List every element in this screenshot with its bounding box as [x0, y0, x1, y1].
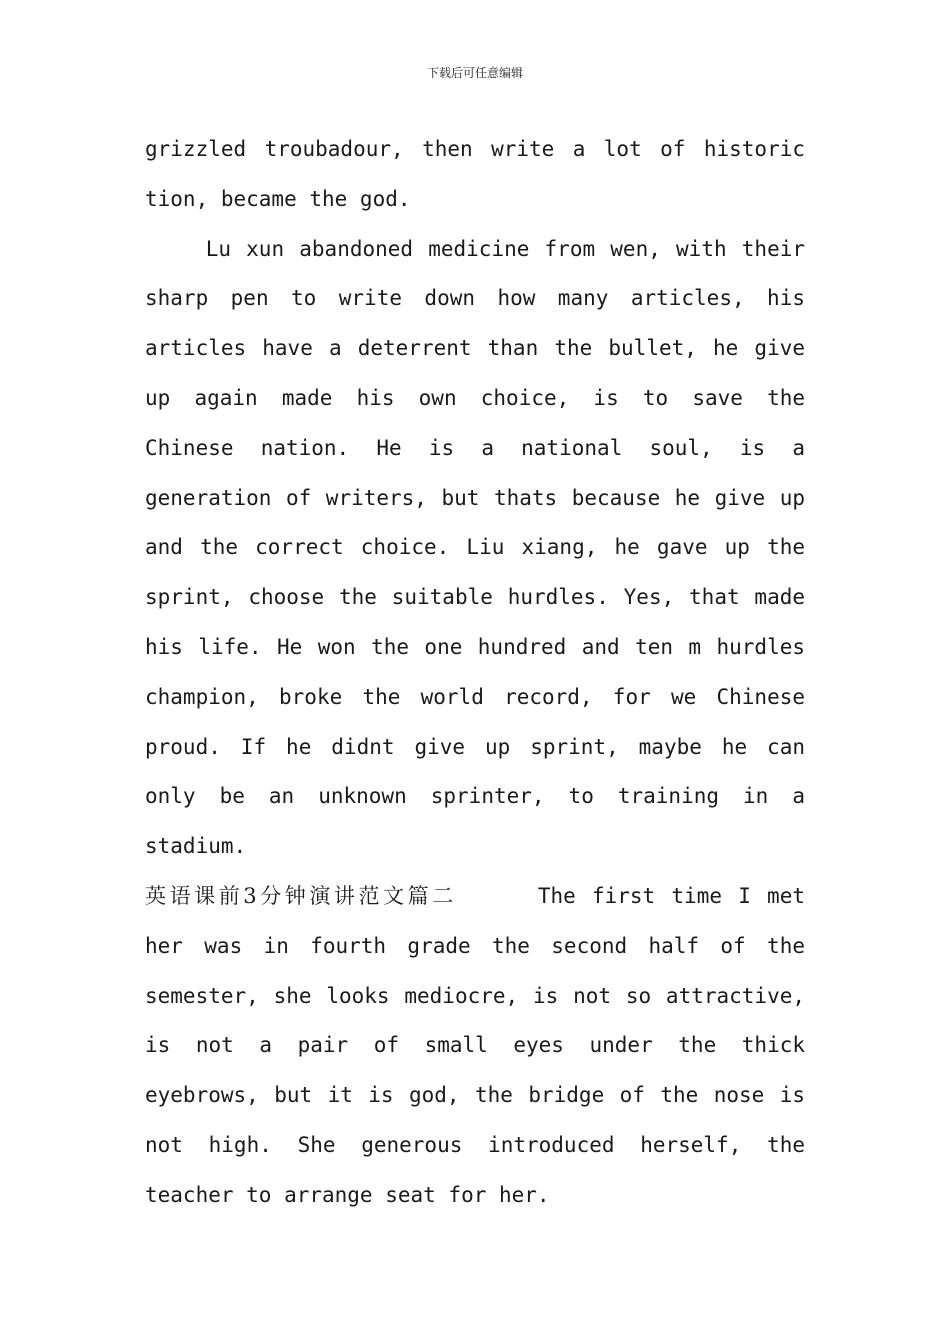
text-line: proud. If he didnt give up sprint, maybe he can [145, 734, 805, 759]
text-line: Chinese nation. He is a national soul, is a [145, 435, 805, 460]
text-line: grizzled troubadour, then write a lot of historic [145, 137, 805, 161]
text-line: only be an unknown sprinter, to training in a [145, 784, 805, 809]
text-line: Lu xun abandoned medicine from wen, with their [145, 236, 805, 261]
text-line: tion, became the god. [145, 186, 411, 211]
text-line: not high. She generous introduced herself, the [145, 1132, 805, 1157]
text-line: and the correct choice. Liu xiang, he gave up the [145, 535, 805, 560]
page-header: 下载后可任意编辑 [426, 66, 523, 80]
text-line: semester, she looks mediocre, is not so attractive, [145, 983, 805, 1008]
text-line: stadium. [145, 834, 247, 859]
text-line: teacher to arrange seat for her. [145, 1182, 550, 1207]
section-heading: 英语课前3分钟演讲范文篇二 [145, 883, 457, 908]
paragraph-block-1 [145, 125, 805, 872]
text-line: eyebrows, but it is god, the bridge of the nose is [145, 1083, 805, 1108]
document-body [145, 125, 805, 1221]
text-line: generation of writers, but thats because he give up [145, 485, 805, 510]
text-line: her was in fourth grade the second half of the [145, 933, 805, 958]
text-line: articles have a deterrent than the bullet, he give [145, 336, 805, 361]
text-line: sprint, choose the suitable hurdles. Yes, that made [145, 585, 805, 610]
text-line: up again made his own choice, is to save the [145, 385, 805, 410]
text-line: is not a pair of small eyes under the thick [145, 1033, 805, 1058]
text-line: his life. He won the one hundred and ten m hurdles [145, 634, 805, 659]
section-heading-rest: The first time I met [537, 883, 805, 908]
text-line: champion, broke the world record, for we Chinese [145, 684, 805, 709]
section-heading-line [145, 872, 805, 922]
paragraph-block-2 [145, 922, 805, 1221]
text-line: sharp pen to write down how many articles, his [145, 286, 805, 311]
